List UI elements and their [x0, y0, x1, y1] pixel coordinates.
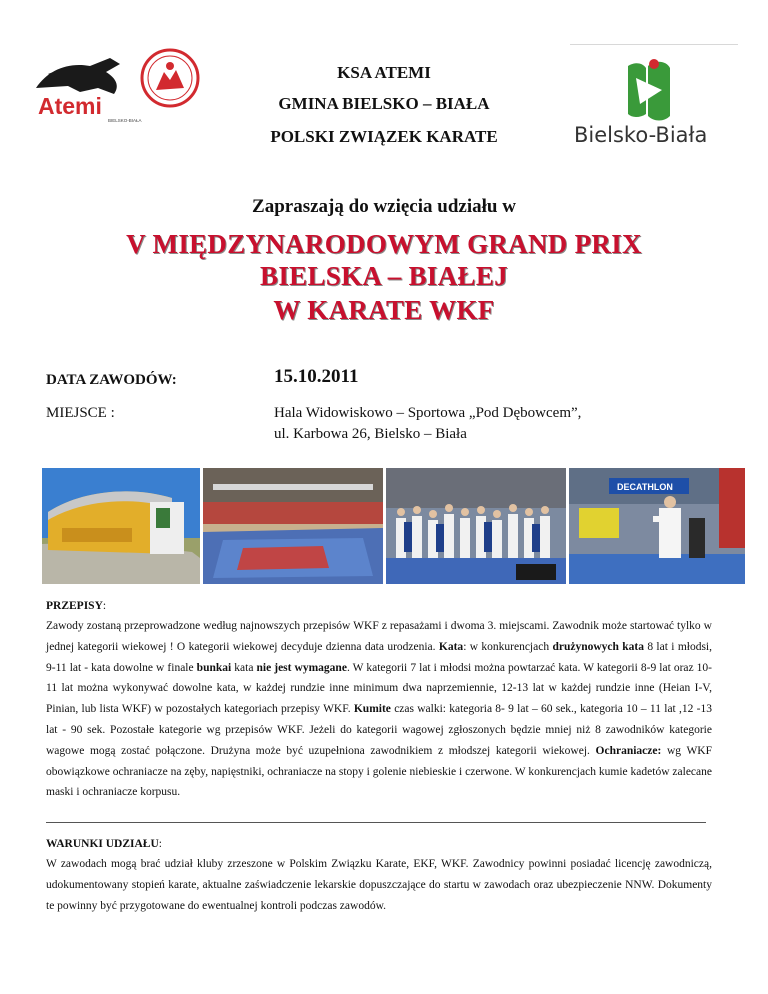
- photo-kata-performance: [569, 468, 745, 584]
- svg-text:Atemi: Atemi: [38, 93, 102, 119]
- section-divider: [46, 822, 706, 823]
- org-line-ksa-atemi: KSA ATEMI: [337, 63, 431, 82]
- conditions-body: W zawodach mogą brać udział kluby zrzeszone w Polskim Związku Karate, EKF, WKF. Zawodnicy powinni posiadać licencję zawodniczą, udokumentowany stopień karate, aktualne zaświadczenie lekarskie dopuszczające do startu w zawodach oraz ubezpieczenie NNW. Dokumenty te powinny być przygotowane do ewentualnej kontroli podczas zawodów.: [46, 858, 712, 912]
- bunkai-keyword: bunkai: [196, 661, 232, 674]
- kata-keyword: Kata: [438, 640, 464, 653]
- rules-heading: PRZEPISY:: [46, 600, 107, 612]
- kumite-keyword: Kumite: [353, 703, 391, 716]
- not-required-keyword: nie jest wymagane: [256, 661, 347, 674]
- svg-text:BIELSKO-BIAŁA: BIELSKO-BIAŁA: [108, 118, 142, 123]
- atemi-logo: [28, 48, 210, 126]
- date-label: DATA ZAWODÓW:: [46, 372, 177, 388]
- rules-body: Zawody zostaną przeprowadzone według najnowszych przepisów WKF z repasażami i dwoma 3. miejscami. Zawodnik może startować tylko w jednej kategorii wiekowej ! O kategorii wiekowej decyduje dzienna data urodzenia. Kata: w konkurencjach drużynowych kata 8 lat i młodsi, 9-11 lat - kata dowolne w finale bunkai kata nie jest wymagane. W kategorii 7 lat i młodsi można powtarzać kata. W kategorii 8-9 lat oraz 10-11 lat można wykonywać dowolne kata, w każdej rundzie inne minimum dwa naprzemiennie, 12-13 lat w każdej rundzie inne (Heian I-V, Pinian, lub lista WKF) w pozostałych kategoriach przepisy WKF. Kumite czas walki: kategoria 8- 9 lat – 60 sek., kategoria 10 – 11 lat ,12 -13 lat - 90 sek. Pozostałe kategorie wg przepisów WKF. Jeżeli do kategorii wagowej zgłoszonych będzie mniej niż 8 zawodników kategorie wagowe mogą zostać połączone. Drużyna może być uzupełniona zawodnikiem z młodszej kategorii wiekowej. Ochraniacze: wg WKF obowiązkowe ochraniacze na zęby, napięstniki, ochraniacze na stopy i golenie niebieskie i czerwone. W konkurencjach kumie kadetów zalecane maski i ochraniacze korpusu.: [46, 620, 713, 799]
- event-title-line-1: V MIĘDZYNARODOWYM GRAND PRIX: [126, 229, 642, 259]
- event-title-line-2: BIELSKA – BIAŁEJ: [260, 261, 508, 291]
- photo-sports-hall-exterior: [42, 468, 200, 584]
- event-title-line-3: W KARATE WKF: [273, 295, 495, 325]
- date-value: 15.10.2011: [274, 366, 359, 387]
- team-kata-keyword: drużynowych kata: [552, 640, 644, 653]
- place-value-line-2: ul. Karbowa 26, Bielsko – Biała: [274, 426, 467, 442]
- svg-text:DECATHLON: DECATHLON: [617, 482, 673, 492]
- place-value-line-1: Hala Widowiskowo – Sportowa „Pod Dębowcem”,: [274, 405, 582, 421]
- svg-text:Bielsko-Biała: Bielsko-Biała: [574, 123, 708, 147]
- org-line-gmina: GMINA BIELSKO – BIAŁA: [278, 94, 490, 113]
- invite-text: Zapraszają do wzięcia udziału w: [252, 196, 516, 217]
- place-label: MIEJSCE :: [46, 405, 115, 421]
- conditions-heading: WARUNKI UDZIAŁU:: [46, 838, 162, 850]
- photo-hall-interior: [203, 468, 383, 584]
- photo-athletes-lineup: [386, 468, 566, 584]
- guards-keyword: Ochraniacze:: [595, 744, 662, 757]
- org-line-pzk: POLSKI ZWIĄZEK KARATE: [270, 127, 498, 146]
